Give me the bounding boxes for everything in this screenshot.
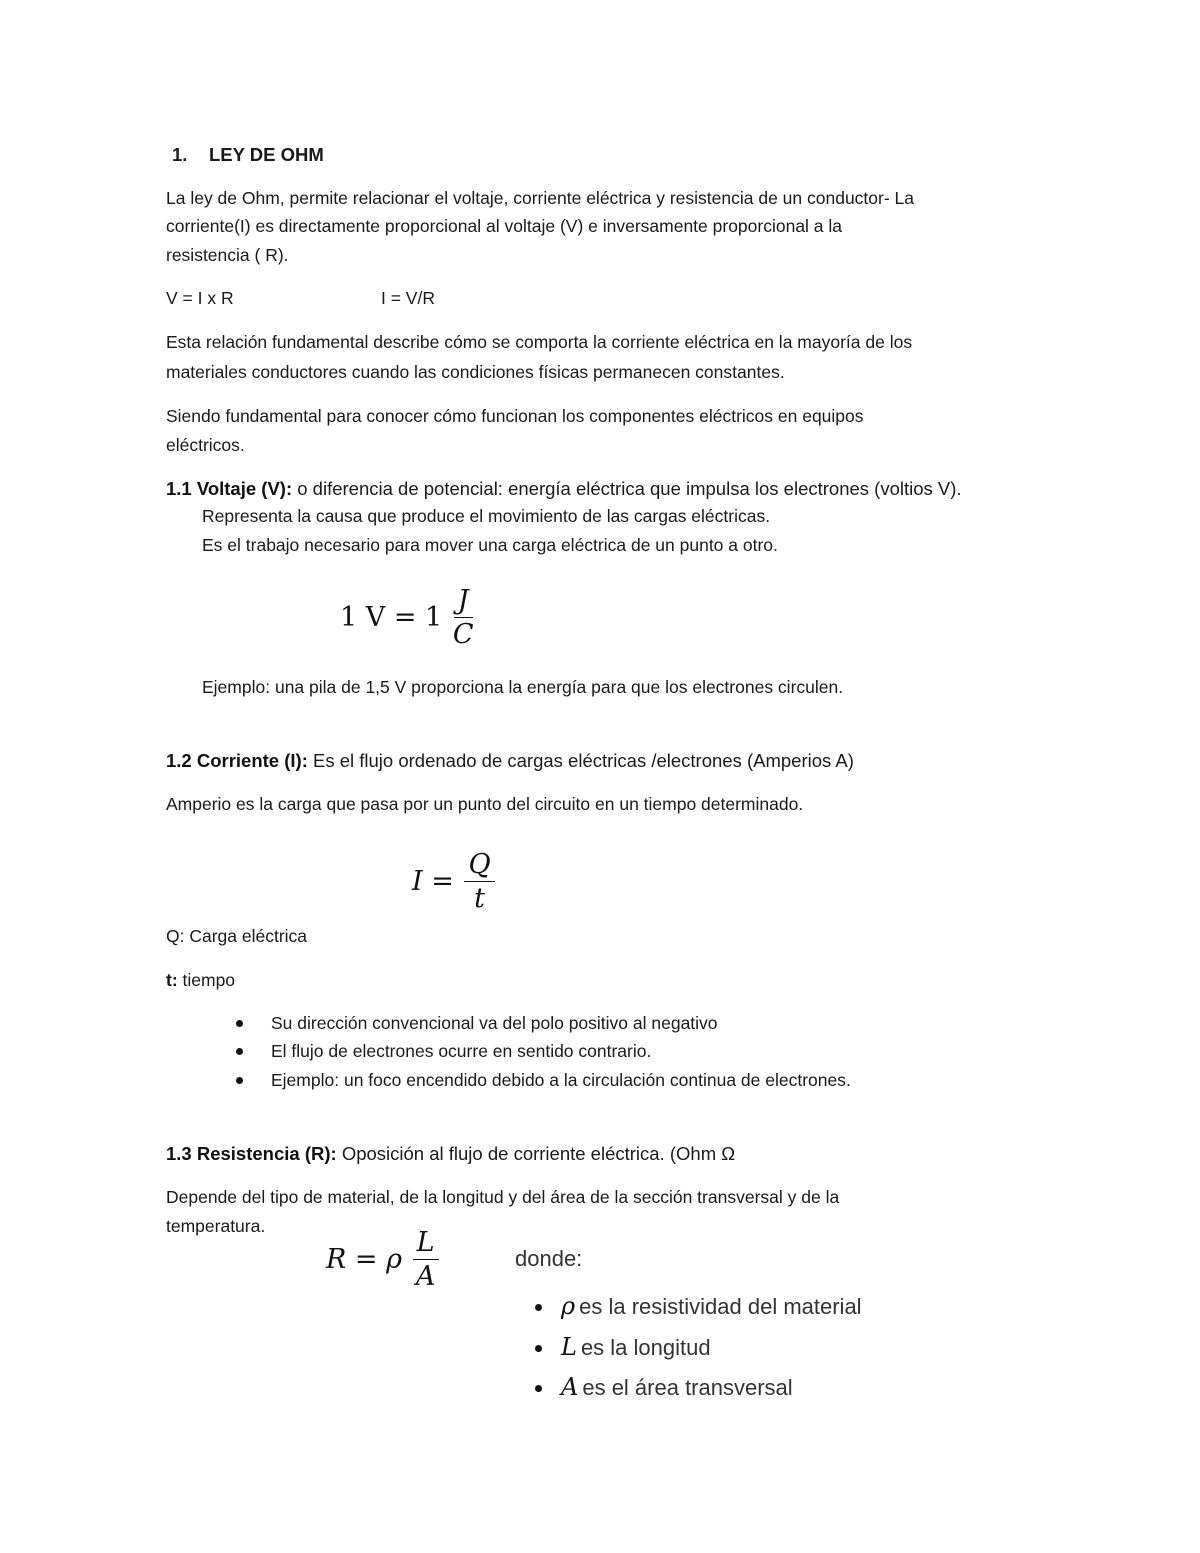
section-1-2-text: Es el flujo ordenado de cargas eléctricas /electrones (Amperios A) bbox=[307, 750, 854, 771]
section-1-2-title bbox=[166, 746, 854, 775]
t-label: t: bbox=[166, 970, 178, 990]
s13-line-2: temperatura. bbox=[166, 1216, 266, 1236]
t-definition bbox=[166, 966, 235, 995]
current-formula-denominator: t bbox=[474, 883, 485, 914]
s12-bullet-3 bbox=[271, 1066, 851, 1095]
section-1-3-text: Oposición al flujo de corriente eléctrica. (Ohm Ω bbox=[336, 1143, 736, 1164]
def-a-text: es el área transversal bbox=[582, 1375, 793, 1400]
para2-line-2: materiales conductores cuando las condiciones físicas permanecen constantes. bbox=[166, 362, 785, 382]
resistance-formula-denominator: A bbox=[415, 1261, 436, 1292]
section-1-2-label: 1.2 Corriente (I): bbox=[166, 750, 308, 771]
formula-i-text: I = V/R bbox=[381, 288, 435, 308]
current-formula-lhs: I = bbox=[412, 866, 454, 897]
def-rho-symbol: ρ bbox=[561, 1292, 576, 1320]
s11-line-2: Es el trabajo necesario para mover una carga eléctrica de un punto a otro. bbox=[202, 535, 778, 555]
intro-line-1: La ley de Ohm, permite relacionar el voltaje, corriente eléctrica y resistencia de un conductor- La bbox=[166, 188, 915, 208]
bullet-dot bbox=[535, 1385, 542, 1392]
section-1-1-title bbox=[166, 474, 962, 503]
s12-line: Amperio es la carga que pasa por un punto del circuito en un tiempo determinado. bbox=[166, 794, 804, 814]
voltage-formula-lhs: 1 V = 1 bbox=[340, 602, 443, 633]
s12-bullet-1: Su dirección convencional va del polo positivo al negativo bbox=[271, 1013, 718, 1033]
intro-line-2: corriente(I) es directamente proporcional al voltaje (V) e inversamente proporcional a la bbox=[166, 216, 843, 236]
bullet-dot bbox=[535, 1345, 542, 1352]
s12-bullet-3-text: un foco encendido debido a la circulación continua de electrones. bbox=[343, 1070, 851, 1090]
s12-bullet-3-label: Ejemplo: bbox=[271, 1070, 340, 1090]
def-a-symbol: A bbox=[561, 1373, 579, 1401]
heading-number: 1. bbox=[172, 144, 188, 165]
formula-v-text: V = I x R bbox=[166, 288, 234, 308]
s11-example-text: una pila de 1,5 V proporciona la energía para que los electrones circulen. bbox=[270, 677, 844, 697]
intro-line-3: resistencia ( R). bbox=[166, 245, 289, 265]
section-1-1-text: o diferencia de potencial: energía eléctrica que impulsa los electrones (voltios V). bbox=[292, 478, 962, 499]
q-label: Q: bbox=[166, 926, 185, 946]
def-l-symbol: L bbox=[561, 1333, 577, 1361]
resistance-formula-numerator: L bbox=[413, 1226, 439, 1260]
bullet-dot bbox=[236, 1048, 243, 1055]
def-rho-text: es la resistividad del material bbox=[579, 1294, 862, 1319]
s12-bullet-2: El flujo de electrones ocurre en sentido contrario. bbox=[271, 1041, 652, 1061]
heading-title: LEY DE OHM bbox=[209, 144, 324, 165]
resistance-formula-lhs: R = ρ bbox=[326, 1244, 402, 1275]
q-definition bbox=[166, 922, 307, 951]
current-formula-numerator: Q bbox=[464, 848, 494, 882]
voltage-formula-numerator: J bbox=[454, 584, 473, 618]
bullet-dot bbox=[236, 1077, 243, 1084]
para2-line-1: Esta relación fundamental describe cómo se comporta la corriente eléctrica en la mayoría de los bbox=[166, 332, 913, 352]
voltage-formula bbox=[340, 584, 474, 651]
def-a bbox=[561, 1373, 793, 1402]
def-l bbox=[561, 1333, 711, 1362]
def-l-text: es la longitud bbox=[580, 1335, 711, 1360]
q-text: Carga eléctrica bbox=[184, 926, 308, 946]
para3-line-2: eléctricos. bbox=[166, 435, 245, 455]
s11-line-1: Representa la causa que produce el movimiento de las cargas eléctricas. bbox=[202, 506, 771, 526]
s11-example-label: Ejemplo: bbox=[202, 677, 271, 697]
s11-example bbox=[202, 673, 843, 702]
current-formula bbox=[412, 848, 495, 915]
t-text: tiempo bbox=[177, 970, 236, 990]
heading bbox=[172, 140, 324, 169]
para3-line-1: Siendo fundamental para conocer cómo funcionan los componentes eléctricos en equipos bbox=[166, 406, 864, 426]
resistance-formula bbox=[326, 1226, 439, 1293]
donde-label: donde: bbox=[515, 1246, 583, 1271]
bullet-dot bbox=[535, 1304, 542, 1311]
s13-line-1: Depende del tipo de material, de la longitud y del área de la sección transversal y de la bbox=[166, 1187, 840, 1207]
bullet-dot bbox=[236, 1020, 243, 1027]
section-1-3-label: 1.3 Resistencia (R): bbox=[166, 1143, 337, 1164]
voltage-formula-denominator: C bbox=[452, 619, 474, 650]
section-1-1-label: 1.1 Voltaje (V): bbox=[166, 478, 293, 499]
section-1-3-title bbox=[166, 1139, 735, 1168]
def-rho bbox=[561, 1292, 862, 1321]
